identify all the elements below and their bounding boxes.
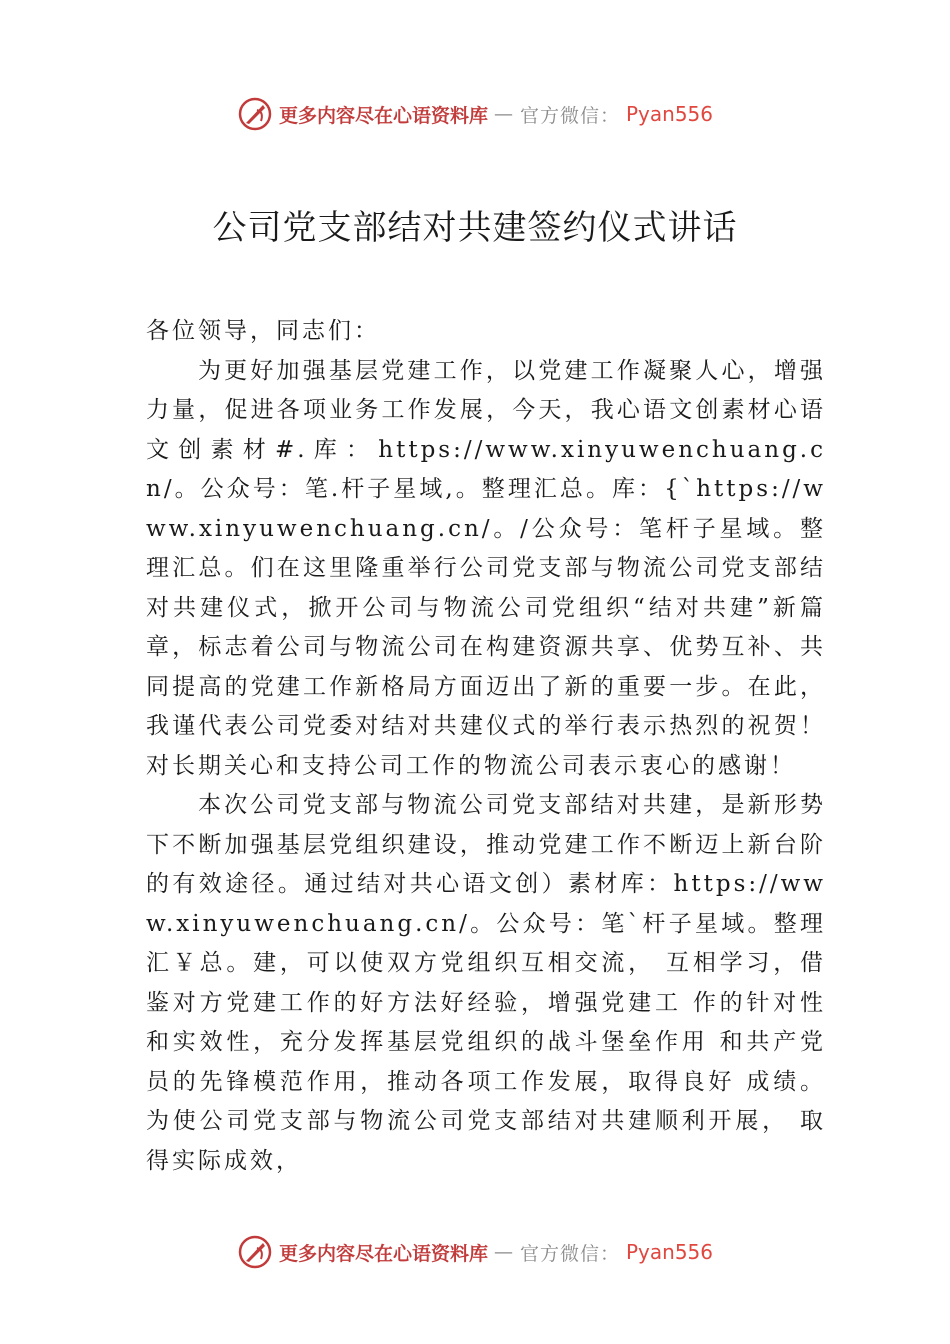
paragraph-1: 为更好加强基层党建工作，以党建工作凝聚人心，增强力量，促进各项业务工作发展，今天，我心语文创素材心语文创素材#.库：https://www.xinyuwenchuang.cn/。公众号：笔.杆子星域,。整理汇总。库：{`https://www.xinyuwenchuang.cn/。/公众号：笔杆子星域。整理汇总。们在这里隆重举行公司党支部与物流公司党支部结对共建仪式，掀开公司与物流公司党组织“结对共建”新篇章，标志着公司与物流公司在构建资源共享、优势互补、共同提高的党建工作新格局方面迈出了新的重要一步。在此，我谨代表公司党委对结对共建仪式的举行表示热烈的祝贺！对长期关心和支持公司工作的物流公司表示衷心的感谢！ xyxy=(146,357,826,779)
salutation: 各位领导，同志们： xyxy=(146,318,380,344)
banner-text-cn: 更多内容尽在心语资料库 xyxy=(278,1242,488,1265)
document-body xyxy=(146,312,826,1181)
banner-text-cn: 更多内容尽在心语资料库 xyxy=(278,104,488,127)
banner-wechat-label: 官方微信： xyxy=(519,104,620,127)
banner-separator: — xyxy=(493,103,514,125)
quill-logo-icon xyxy=(237,96,273,132)
footer-watermark-banner xyxy=(0,1230,950,1274)
banner-wechat-id: Pyan556 xyxy=(626,1240,714,1264)
header-watermark-banner xyxy=(0,92,950,136)
paragraph-2: 本次公司党支部与物流公司党支部结对共建，是新形势下不断加强基层党组织建设，推动党建工作不断迈上新台阶的有效途径。通过结对共心语文创）素材库：https://www.xinyuwenchuang.cn/。公众号：笔`杆子星域。整理汇￥总。建，可以使双方党组织互相交流， 互相学习，借鉴对方党建工作的好方法好经验，增强党建工 作的针对性和实效性，充分发挥基层党组织的战斗堡垒作用 和共产党员的先锋模范作用，推动各项工作发展，取得良好 成绩。为使公司党支部与物流公司党支部结对共建顺利开展， 取得实际成效， xyxy=(146,792,826,1174)
banner-wechat-id: Pyan556 xyxy=(626,102,714,126)
document-title: 公司党支部结对共建签约仪式讲话 xyxy=(212,208,738,248)
banner-separator: — xyxy=(493,1241,514,1263)
banner-wechat-label: 官方微信： xyxy=(519,1242,620,1265)
quill-logo-icon xyxy=(237,1234,273,1270)
